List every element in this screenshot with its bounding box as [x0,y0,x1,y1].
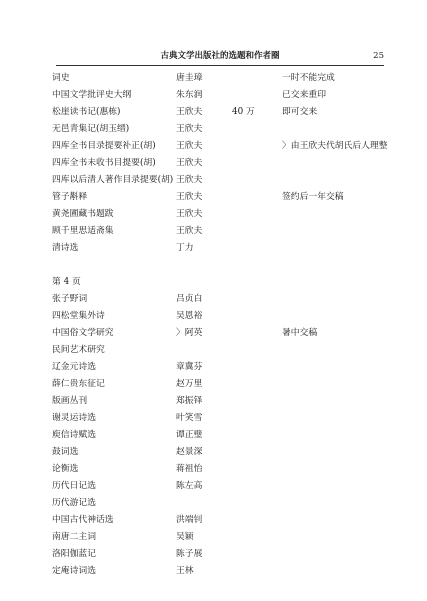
book-title: 中国俗文学研究 [52,328,114,338]
note: 签约后一年交稿 [282,192,344,202]
list-row [0,291,427,307]
list-row [0,342,427,358]
author: 章冀芬 [176,362,203,372]
book-title: 中国古代神话选 [52,515,114,525]
author: 王欣夫 [176,192,203,202]
book-title: 历代游记选 [52,498,96,508]
book-title: 洛阳伽蓝记 [52,549,96,559]
book-title: 顾千里思适斋集 [52,226,114,236]
list-row [0,563,427,579]
list-row [0,546,427,562]
note: 即可交来 [282,107,318,117]
list-row [0,478,427,494]
book-title: 南唐二主词 [52,532,96,542]
list-row [0,223,427,239]
list-row [0,393,427,409]
section-label: 第 4 页 [52,277,81,287]
author: 吴颖 [176,532,194,542]
author: 王欣夫 [176,209,203,219]
note: 一时不能完成 [282,73,335,83]
list-row [0,512,427,528]
book-title: 薛仁贵东征记 [52,379,105,389]
author: 蒋祖怡 [176,464,203,474]
list-row [0,359,427,375]
author: 〉阿英 [176,328,203,338]
list-row [0,172,427,188]
running-title: 古典文学出版社的选题和作者圈 [160,51,280,61]
book-title: 版画丛刊 [52,396,88,406]
list-row [0,240,427,256]
author: 丁力 [176,243,194,253]
book-title: 四库全书目录提要补正(胡) [52,141,156,151]
book-title: 无邑青集记(胡玉缙) [52,124,130,134]
author: 王欣夫 [176,158,203,168]
author: 唐圭璋 [176,73,203,83]
list-row [0,70,427,86]
book-title: 清诗选 [52,243,79,253]
book-title: 定庵诗词选 [52,566,96,576]
list-row [0,444,427,460]
list-row [0,529,427,545]
author: 赵景深 [176,447,203,457]
author: 王欣夫 [176,175,203,185]
author: 王欣夫 [176,141,203,151]
list-row [0,376,427,392]
section-label-row [0,274,427,290]
author: 王欣夫 [176,124,203,134]
list-row [0,410,427,426]
list-row [0,461,427,477]
author: 谭正璧 [176,430,203,440]
list-row [0,121,427,137]
book-title: 论衡选 [52,464,79,474]
book-title: 辽金元诗选 [52,362,96,372]
note: 已交来重印 [282,90,326,100]
author: 朱东润 [176,90,203,100]
word-count: 40 万 [232,107,255,117]
book-title: 四库以后清人著作目录提要(胡) [52,175,174,185]
book-title: 鼓词选 [52,447,79,457]
list-row [0,104,427,120]
book-title: 黄尧圃藏书题跋 [52,209,114,219]
list-row [0,427,427,443]
list-row [0,206,427,222]
list-row [0,495,427,511]
book-title: 松崖读书记(惠栋) [52,107,121,117]
author: 陈左高 [176,481,203,491]
book-title: 四松堂集外诗 [52,311,105,321]
list-row [0,87,427,103]
author: 王欣夫 [176,107,203,117]
list-row [0,189,427,205]
author: 赵万里 [176,379,203,389]
author: 郑振铎 [176,396,203,406]
list-row [0,308,427,324]
list-row [0,325,427,341]
book-title: 词史 [52,73,70,83]
book-title: 历代日记选 [52,481,96,491]
book-title: 中国文学批评史大纲 [52,90,132,100]
author: 吕贞白 [176,294,203,304]
page-number: 25 [373,51,384,61]
book-title: 谢灵运诗选 [52,413,96,423]
note: 〉由王欣夫代胡氏后人理整 [282,141,388,151]
author: 叶笑雪 [176,413,203,423]
book-title: 庾信诗赋选 [52,430,96,440]
author: 王欣夫 [176,226,203,236]
book-title: 管子斠释 [52,192,88,202]
author: 洪端钊 [176,515,203,525]
author: 王林 [176,566,194,576]
list-row [0,138,427,154]
list-row [0,155,427,171]
author: 吴恩裕 [176,311,203,321]
book-title: 民间艺术研究 [52,345,105,355]
author: 陈子展 [176,549,203,559]
book-title: 张子野词 [52,294,88,304]
note: 暑中交稿 [282,328,318,338]
book-title: 四库全书未收书目提要(胡) [52,158,156,168]
